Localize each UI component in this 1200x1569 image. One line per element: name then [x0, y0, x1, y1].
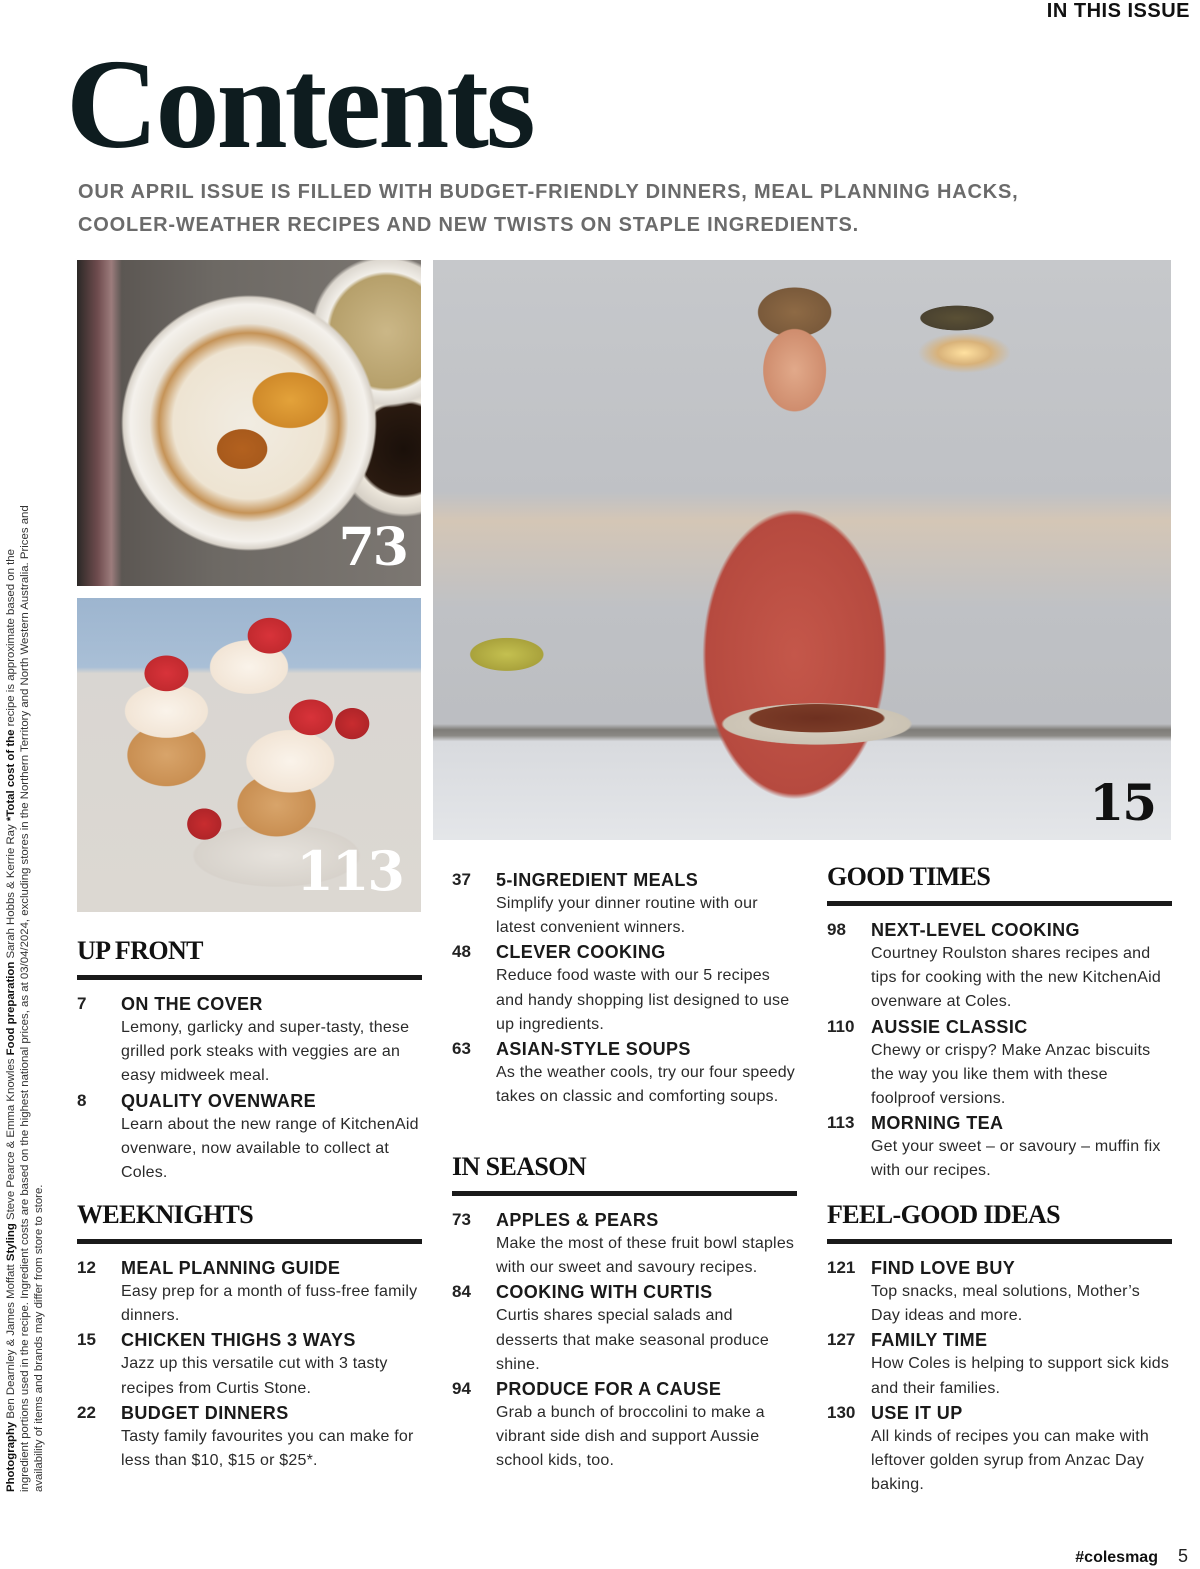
section-title: WEEKNIGHTS [77, 1200, 422, 1244]
entry-desc: Lemony, garlicky and super-tasty, these grilled pork steaks with veggies are an easy midweek meal. [121, 1019, 410, 1085]
toc-entry[interactable] [452, 1208, 797, 1280]
photo-page-number: 73 [338, 517, 407, 578]
entry-page: 73 [452, 1210, 471, 1229]
entry-desc: Tasty family favourites you can make for less than $10, $15 or $25*. [121, 1427, 414, 1470]
entry-desc: As the weather cools, try our four speedy takes on classic and comforting soups. [496, 1064, 796, 1106]
entry-title: FAMILY TIME [871, 1330, 988, 1351]
entry-desc: Reduce food waste with our 5 recipes and handy shopping list designed to use up ingredients. [496, 967, 790, 1033]
section-title: UP FRONT [77, 936, 422, 980]
toc-entry[interactable] [827, 1328, 1172, 1400]
toc-entry[interactable] [77, 1256, 422, 1328]
section-good-times [827, 862, 1172, 1184]
toc-entry[interactable] [452, 1280, 797, 1377]
entry-desc: Grab a bunch of broccolini to make a vibrant side dish and support Aussie school kids, too. [496, 1404, 765, 1470]
credit-value: Steve Pearce & Emma Knowles [5, 1058, 17, 1220]
toc-entry[interactable] [827, 918, 1172, 1015]
photo-cupcakes[interactable] [77, 598, 421, 912]
toc-entry[interactable] [827, 1401, 1172, 1498]
entry-page: 110 [827, 1016, 855, 1036]
hashtag: #colesmag [1075, 1549, 1158, 1566]
section-title: GOOD TIMES [827, 862, 1172, 906]
entry-desc: All kinds of recipes you can make with leftover golden syrup from Anzac Day baking. [871, 1427, 1149, 1494]
entry-page: 12 [77, 1258, 96, 1277]
credit-note: recipe is approximate based on the ingredient portions used in the recipe. Ingredient costs are based on the highest national prices, as at 03/04/2024, excluding stores in the Northern Territory and North Western Australia. Prices and availability of items and brands may differ from store to store. [5, 505, 45, 1492]
entry-desc: Chewy or crispy? Make Anzac biscuits the way you like them with these foolproof versions. [871, 1041, 1151, 1108]
entry-desc: Make the most of these fruit bowl staples with our sweet and savoury recipes. [496, 1235, 795, 1277]
entry-page: 130 [827, 1402, 856, 1422]
entry-title: USE IT UP [871, 1402, 963, 1423]
toc-entry[interactable] [452, 1377, 797, 1474]
entry-desc: Jazz up this versatile cut with 3 tasty recipes from Curtis Stone. [121, 1355, 388, 1397]
entry-title: CLEVER COOKING [496, 942, 666, 963]
entry-title: QUALITY OVENWARE [121, 1090, 317, 1111]
toc-entry[interactable] [452, 1037, 797, 1109]
entry-title: MEAL PLANNING GUIDE [121, 1258, 341, 1278]
entry-page: 63 [452, 1039, 471, 1059]
entry-title: 5-INGREDIENT MEALS [496, 870, 699, 890]
entry-page: 113 [827, 1113, 855, 1133]
section-up-front [77, 936, 422, 1185]
entry-desc: Top snacks, meal solutions, Mother’s Day ideas and more. [871, 1283, 1140, 1325]
photo-curtis-stone[interactable] [433, 260, 1171, 840]
entry-page: 127 [827, 1330, 856, 1350]
credit-label: Food preparation [5, 961, 17, 1056]
credit-value: Sarah Hobbs & Kerrie Ray [5, 824, 17, 959]
page-title: Contents [66, 33, 533, 175]
credit-label: Styling [5, 1223, 17, 1262]
toc-entry[interactable] [77, 992, 422, 1089]
entry-title: ASIAN-STYLE SOUPS [496, 1039, 691, 1060]
entry-desc: Get your sweet – or savoury – muffin fix with our recipes. [871, 1138, 1161, 1180]
entry-page: 94 [452, 1379, 471, 1399]
photo-page-number: 113 [296, 839, 403, 903]
entry-title: PRODUCE FOR A CAUSE [496, 1379, 722, 1400]
toc-entry[interactable] [77, 1401, 422, 1473]
toc-entry[interactable] [452, 868, 797, 940]
section-weeknights [77, 1200, 422, 1473]
toc-entry[interactable] [827, 1015, 1172, 1112]
photo-page-number: 15 [1089, 773, 1155, 832]
section-weeknights-continued [452, 868, 797, 1109]
entry-title: CHICKEN THIGHS 3 WAYS [121, 1330, 356, 1351]
entry-desc: Curtis shares special salads and desserts that make seasonal produce shine. [496, 1307, 769, 1373]
entry-title: BUDGET DINNERS [121, 1402, 289, 1423]
intro-text: OUR APRIL ISSUE IS FILLED WITH BUDGET-FRIENDLY DINNERS, MEAL PLANNING HACKS, COOLER-WEATHER RECIPES AND NEW TWISTS ON STAPLE INGREDIENTS. [78, 181, 1019, 236]
entry-page: 8 [77, 1090, 87, 1110]
entry-title: ON THE COVER [121, 994, 263, 1014]
entry-title: COOKING WITH CURTIS [496, 1282, 713, 1303]
entry-title: APPLES & PEARS [496, 1210, 659, 1230]
entry-title: NEXT-LEVEL COOKING [871, 920, 1080, 940]
entry-desc: Easy prep for a month of fuss-free family dinners. [121, 1283, 418, 1325]
credit-value: Ben Dearnley & James Moffatt [5, 1264, 17, 1419]
entry-page: 48 [452, 942, 471, 962]
photo-credits [4, 502, 46, 1492]
toc-entry[interactable] [452, 940, 797, 1037]
entry-page: 37 [452, 870, 471, 889]
entry-desc: Courtney Roulston shares recipes and tips for cooking with the new KitchenAid ovenware at Coles. [871, 945, 1161, 1011]
entry-page: 22 [77, 1402, 96, 1422]
entry-title: MORNING TEA [871, 1113, 1004, 1134]
entry-title: FIND LOVE BUY [871, 1258, 1016, 1278]
section-title: FEEL-GOOD IDEAS [827, 1200, 1172, 1244]
entry-page: 15 [77, 1330, 96, 1350]
section-kicker: IN THIS ISSUE [1046, 0, 1190, 22]
page-footer [1075, 1546, 1188, 1567]
entry-desc: Simplify your dinner routine with our latest convenient winners. [496, 895, 758, 937]
entry-desc: Learn about the new range of KitchenAid ovenware, now available to collect at Coles. [121, 1115, 419, 1182]
toc-entry[interactable] [827, 1256, 1172, 1328]
section-title: IN SEASON [452, 1152, 797, 1196]
section-feel-good-ideas [827, 1200, 1172, 1497]
entry-page: 84 [452, 1282, 471, 1302]
entry-page: 7 [77, 994, 87, 1013]
toc-entry[interactable] [827, 1111, 1172, 1183]
credit-label: Photography [5, 1421, 17, 1492]
section-in-season [452, 1152, 797, 1474]
photo-porridge[interactable] [77, 260, 421, 586]
entry-page: 98 [827, 920, 846, 939]
toc-entry[interactable] [77, 1328, 422, 1400]
toc-entry[interactable] [77, 1089, 422, 1186]
entry-desc: How Coles is helping to support sick kids and their families. [871, 1355, 1170, 1397]
credit-label: *Total cost of the [5, 729, 17, 822]
entry-title: AUSSIE CLASSIC [871, 1016, 1028, 1037]
entry-page: 121 [827, 1258, 856, 1277]
page-number: 5 [1177, 1546, 1188, 1566]
